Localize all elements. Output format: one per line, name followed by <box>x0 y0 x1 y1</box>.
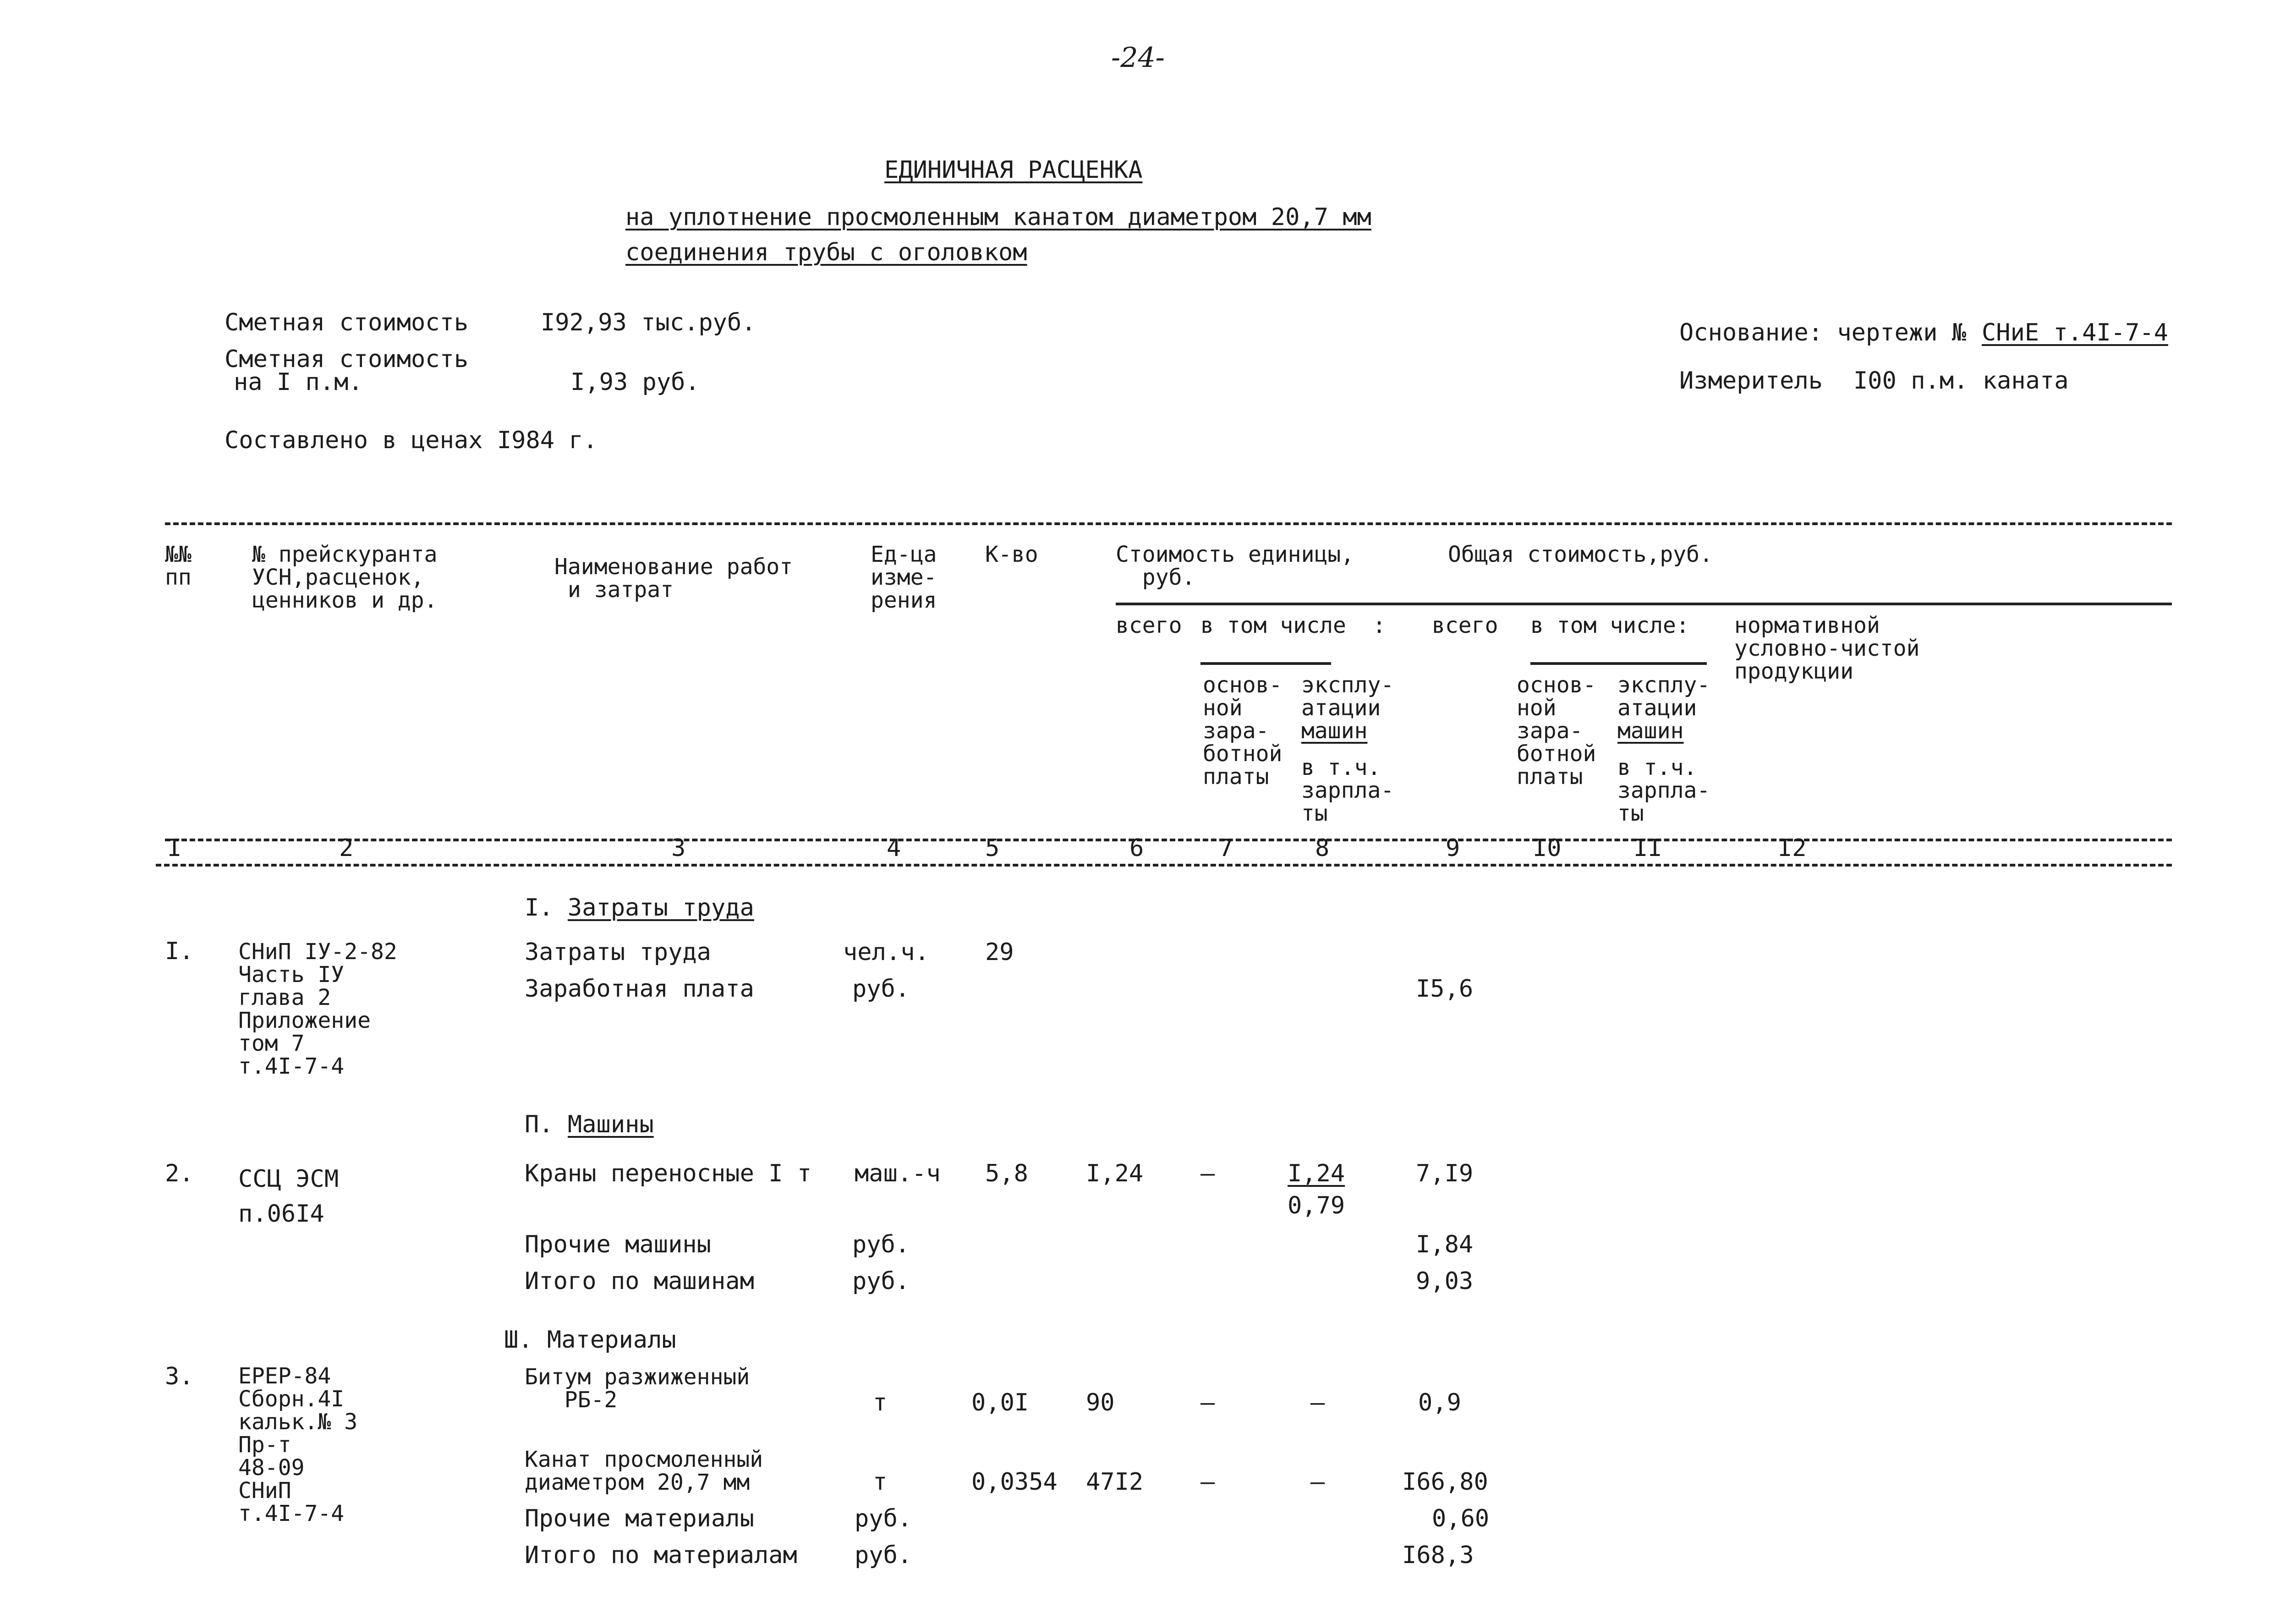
row-3d-name: Итого по материалам <box>525 1542 797 1569</box>
row-3b-machine-operation: – <box>1310 1468 1325 1496</box>
row-2c-unit: руб. <box>852 1267 910 1295</box>
unit-cost-label-1: Сметная стоимость <box>225 346 469 373</box>
estimated-cost-label: Сметная стоимость <box>225 309 469 336</box>
row-2b-name: Прочие машины <box>525 1231 711 1258</box>
col-header-overall-including: в том числе: <box>1530 613 1689 638</box>
column-number-4: 4 <box>887 834 901 862</box>
document-subtitle-line2: соединения трубы с оголовком <box>625 239 1027 266</box>
col-header-base-wage-2: основ- ной зара- ботной платы <box>1517 672 1596 790</box>
row-3a-unit: т <box>873 1389 888 1416</box>
row-1a-quantity: 29 <box>985 938 1014 966</box>
column-number-12: I2 <box>1778 834 1807 862</box>
row-3a-quantity: 0,0I <box>971 1389 1029 1416</box>
column-number-10: I0 <box>1533 834 1562 862</box>
col-header-machine-operation-2: эксплу- атации <box>1617 672 1710 721</box>
basis-label: Основание: чертежи № <box>1679 319 1967 346</box>
row-1-reference: СНиП IУ-2-82 Часть IУ глава 2 Приложение том 7 т.4I-7-4 <box>238 939 397 1079</box>
row-3b-quantity: 0,0354 <box>971 1468 1058 1496</box>
document-heading: ЕДИНИЧНАЯ РАСЦЕНКА <box>884 156 1143 184</box>
row-2a-quantity: 5,8 <box>985 1160 1028 1187</box>
col-header-incl-wage: в т.ч. зарпла- ты <box>1301 755 1394 826</box>
row-3b-total: I66,80 <box>1402 1468 1488 1496</box>
col-header-quantity: К-во <box>985 542 1038 567</box>
col-header-incl-wage-2: в т.ч. зарпла- ты <box>1617 755 1710 826</box>
column-number-5: 5 <box>985 834 1000 862</box>
section-labour-label: I. Затраты труда <box>525 894 754 922</box>
row-2a-base-wage: – <box>1200 1160 1215 1187</box>
col-header-unit: Ед-ца изме- рения <box>871 542 937 613</box>
page-number: -24- <box>1111 42 1165 74</box>
row-1b-total: I5,6 <box>1416 975 1474 1003</box>
section-labour-heading <box>525 896 754 920</box>
column-number-7: 7 <box>1219 834 1233 862</box>
row-2-number: 2. <box>165 1160 194 1187</box>
row-3a-total: 0,9 <box>1418 1389 1461 1416</box>
meter-label: Измеритель <box>1679 367 1823 395</box>
unit-cost-label-2: на I п.м. <box>234 368 363 396</box>
row-2a-unit: маш.-ч <box>855 1160 941 1187</box>
row-3c-name: Прочие материалы <box>525 1505 754 1532</box>
row-1a-unit: чел.ч. <box>843 938 929 966</box>
column-numbers-top-rule <box>165 839 2172 841</box>
column-number-11: II <box>1633 834 1662 862</box>
section-machines-label-title: Машины <box>567 1111 654 1138</box>
row-2c-name: Итого по машинам <box>525 1267 754 1295</box>
row-3c-total: 0,60 <box>1432 1505 1490 1532</box>
prices-note: Составлено в ценах I984 г. <box>225 427 597 454</box>
row-3-reference: ЕРЕР-84 Сборн.4I кальк.№ 3 Пр-т 48-09 СНиП т.4I-7-4 <box>238 1363 358 1526</box>
row-2a-unit-price: I,24 <box>1086 1160 1144 1187</box>
row-3c-unit: руб. <box>855 1505 912 1532</box>
unit-cost-value: I,93 руб. <box>570 368 700 396</box>
row-3a-base-wage: – <box>1200 1389 1215 1416</box>
row-2a-total: 7,I9 <box>1416 1160 1474 1187</box>
section-labour-label-title: Затраты труда <box>567 894 754 922</box>
row-2a-machine-wage: 0,79 <box>1288 1192 1345 1219</box>
row-1b-name: Заработная плата <box>525 975 754 1003</box>
row-2b-total: I,84 <box>1416 1231 1474 1258</box>
row-3a-name: Битум разжиженный РБ-2 <box>525 1364 750 1413</box>
estimated-cost-value: I92,93 тыс.руб. <box>541 309 756 336</box>
section-materials-heading: Ш. Материалы <box>504 1326 676 1354</box>
row-3a-unit-price: 90 <box>1086 1389 1115 1416</box>
col-header-unit-total: всего <box>1116 613 1182 638</box>
col-header-machine-operation: эксплу- атации <box>1301 672 1394 721</box>
row-3b-name: Канат просмоленный диаметром 20,7 мм <box>525 1447 763 1495</box>
table-top-rule <box>165 522 2172 525</box>
col-header-machines-2: машин <box>1617 718 1684 744</box>
row-2a-name: Краны переносные I т <box>525 1160 812 1187</box>
including-rule-2 <box>1530 662 1707 665</box>
row-3-number: 3. <box>165 1363 194 1390</box>
col-header-machines: машин <box>1301 718 1368 744</box>
col-header-total-cost: Общая стоимость,руб. <box>1448 542 1713 567</box>
col-header-unit-cost: Стоимость единицы, руб. <box>1116 542 1354 590</box>
column-numbers-bottom-rule <box>156 864 2172 867</box>
col-header-overall-total: всего <box>1432 613 1498 638</box>
row-2-reference: ССЦ ЭСМ п.06I4 <box>238 1165 339 1228</box>
row-3d-unit: руб. <box>855 1542 912 1569</box>
row-2a-machine-operation: I,24 <box>1288 1160 1345 1187</box>
row-3d-total: I68,3 <box>1402 1542 1474 1569</box>
basis-value: СНиЕ т.4I-7-4 <box>1982 319 2168 346</box>
row-2c-total: 9,03 <box>1416 1267 1474 1295</box>
row-2b-unit: руб. <box>852 1231 910 1258</box>
row-1a-name: Затраты труда <box>525 938 711 966</box>
column-number-3: 3 <box>671 834 686 862</box>
subheader-rule <box>1116 603 2172 605</box>
column-number-8: 8 <box>1315 834 1330 862</box>
row-1-number: I. <box>165 938 194 965</box>
col-header-number: №№ пп <box>165 542 192 590</box>
section-machines-label: П. Машины <box>525 1111 654 1138</box>
including-rule-1 <box>1200 662 1331 665</box>
column-number-6: 6 <box>1129 834 1144 862</box>
row-3b-unit-price: 47I2 <box>1086 1468 1144 1496</box>
section-machines-heading <box>525 1113 654 1136</box>
column-number-1: I <box>167 834 182 862</box>
col-header-normative: нормативной условно-чистой продукции <box>1734 613 1920 684</box>
col-header-base-wage: основ- ной зара- ботной платы <box>1203 672 1283 790</box>
column-number-9: 9 <box>1446 834 1460 862</box>
col-header-unit-including: в том числе : <box>1200 613 1386 638</box>
col-header-reference: № прейскуранта УСН,расценок, ценников и др. <box>252 542 438 613</box>
row-3a-machine-operation: – <box>1310 1389 1325 1416</box>
document-subtitle-line1: на уплотнение просмоленным канатом диаметром 20,7 мм <box>625 203 1371 231</box>
meter-value: I00 п.м. каната <box>1853 367 2069 395</box>
row-3b-unit: т <box>873 1468 888 1496</box>
row-1b-unit: руб. <box>852 975 910 1003</box>
col-header-name: Наименование работ и затрат <box>554 554 793 603</box>
column-number-2: 2 <box>339 834 354 862</box>
row-3b-base-wage: – <box>1200 1468 1215 1496</box>
